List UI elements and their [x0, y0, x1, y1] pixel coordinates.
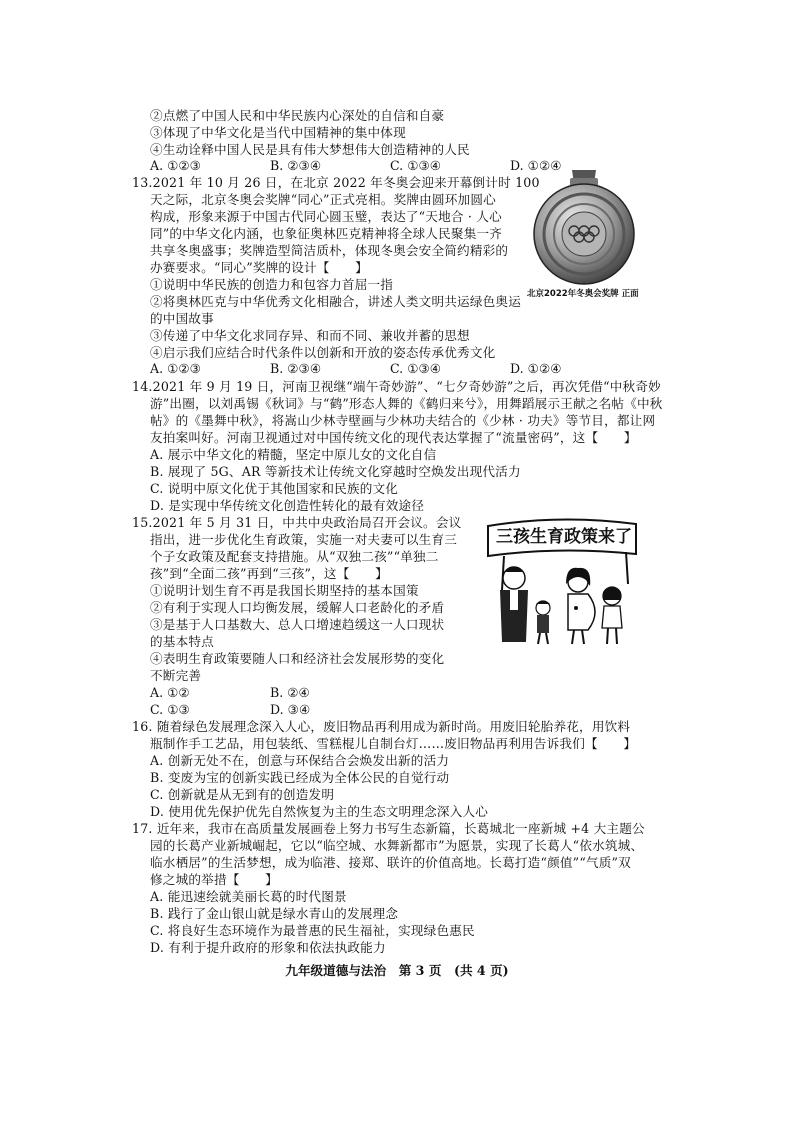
- q16-option-b: B. 变废为宝的创新实践已经成为全体公民的自觉行动: [150, 770, 450, 785]
- q17-line-3: 临水栖居”的生活梦想，成为临港、接郑、联许的价值高地。长葛打造“颜值”“气质”双: [150, 855, 631, 870]
- q15-line-2: 指出，进一步优化生育政策，实施一对夫妻可以生育三: [150, 532, 458, 547]
- q15-line-1: 15.2021 年 5 月 31 日，中共中央政治局召开会议。会议: [132, 515, 462, 530]
- q16-line-2: 瓶制作手工艺品，用包装纸、雪糕棍儿自制台灯……废旧物品再利用告诉我们【 】: [150, 736, 637, 751]
- page-footer: 九年级道德与法治 第 3 页 (共 4 页): [285, 963, 509, 978]
- q15-statement-4: ④表明生育政策要随人口和经济社会发展形势的变化: [150, 651, 445, 666]
- q13-line-6: 办赛要求。“同心”奖牌的设计【 】: [150, 260, 368, 275]
- cartoon-banner-text: 三孩生育政策来了: [496, 527, 632, 547]
- q12-option-c: C. ①③④: [390, 158, 442, 173]
- q12-option-d: D. ①②④: [510, 158, 562, 173]
- three-child-policy-cartoon: [480, 512, 642, 648]
- q14-option-d: D. 是实现中华传统文化创造性转化的最有效途径: [150, 498, 425, 513]
- q13-line-3: 构成，形象来源于中国古代同心圆玉璧，表达了“天地合 · 人心: [150, 209, 502, 224]
- q17-option-a: A. 能迅速绘就美丽长葛的时代图景: [150, 889, 347, 904]
- q12-statement-4: ④生动诠释中国人民是具有伟大梦想伟大创造精神的人民: [150, 142, 470, 157]
- q13-statement-2: ②将奥林匹克与中华优秀文化相融合，讲述人类文明共运绿色奥运: [150, 294, 522, 309]
- q13-line-5: 共享冬奥盛事；奖牌造型简洁质朴，体现冬奥会安全简约精彩的: [150, 243, 509, 258]
- q15-statement-2: ②有利于实现人口均衡发展，缓解人口老龄化的矛盾: [150, 600, 445, 615]
- q13-statement-1: ①说明中华民族的创造力和包容力首屈一指: [150, 277, 394, 292]
- q15-statement-1: ①说明计划生育不再是我国长期坚持的基本国策: [150, 583, 419, 598]
- q16-line-1: 16. 随着绿色发展理念深入人心，废旧物品再利用成为新时尚。用废旧轮胎养花，用饮料: [132, 719, 631, 734]
- q14-line-1: 14.2021 年 9 月 19 日，河南卫视继“端午奇妙游”、“七夕奇妙游”之后，再次凭借“中秋奇妙: [132, 379, 661, 394]
- q17-line-2: 园的长葛产业新城崛起，它以“临空城、水舞新都市”为愿景，实现了长葛人“依水筑城、: [150, 838, 644, 853]
- q15-statement-4-cont: 不断完善: [150, 668, 202, 683]
- q15-option-b: B. ②④: [270, 685, 310, 700]
- q15-statement-3: ③是基于人口基数大、总人口增速趋缓这一人口现状: [150, 617, 445, 632]
- q15-line-3: 个子女政策及配套支持措施。从“双独二孩”“单独二: [150, 549, 439, 564]
- q15-option-a: A. ①②: [150, 685, 190, 700]
- q13-line-4: 同”的中华文化内涵，也象征奥林匹克精神将全球人民聚集一齐: [150, 226, 503, 241]
- winter-olympics-medal-image: [528, 168, 640, 286]
- q14-option-a: A. 展示中华文化的精髓，坚定中原儿女的文化自信: [150, 447, 437, 462]
- q14-option-c: C. 说明中原文化优于其他国家和民族的文化: [150, 481, 399, 496]
- q13-option-b: B. ②③④: [270, 361, 322, 376]
- q16-option-a: A. 创新无处不在，创意与环保结合会焕发出新的活力: [150, 753, 450, 768]
- q17-option-d: D. 有利于提升政府的形象和依法执政能力: [150, 940, 386, 955]
- q14-line-4: 友拍案叫好。河南卫视通过对中国传统文化的现代表达掌握了“流量密码”，这【 】: [150, 430, 637, 445]
- q17-line-4: 修之城的举措【 】: [150, 872, 278, 887]
- q12-option-a: A. ①②③: [150, 158, 201, 173]
- q13-line-2: 天之际，北京冬奥会奖牌“同心”正式亮相。奖牌由圆环加圆心: [150, 192, 496, 207]
- q13-line-1: 13.2021 年 10 月 26 日，在北京 2022 年冬奥会迎来开幕倒计时 100: [132, 175, 540, 190]
- q14-line-3: 帖》的《墨舞中秋》，将嵩山少林寺壁画与少林功夫结合的《少林 · 功夫》等节目，都让网: [150, 413, 656, 428]
- q13-option-c: C. ①③④: [390, 361, 442, 376]
- q12-statement-3: ③体现了中华文化是当代中国精神的集中体现: [150, 125, 406, 140]
- q13-statement-2-cont: 的中国故事: [150, 311, 214, 326]
- medal-caption: 北京2022年冬奥会奖牌 正面: [527, 289, 639, 299]
- q13-option-a: A. ①②③: [150, 361, 201, 376]
- q17-option-b: B. 践行了金山银山就是绿水青山的发展理念: [150, 906, 399, 921]
- q12-option-b: B. ②③④: [270, 158, 322, 173]
- q12-statement-2: ②点燃了中国人民和中华民族内心深处的自信和自豪: [150, 108, 445, 123]
- q13-statement-3: ③传递了中华文化求同存异、和而不同、兼收并蓄的思想: [150, 328, 470, 343]
- q14-line-2: 游”出圈，以刘禹锡《秋词》与“鹤”形态人舞的《鹤归来兮》，用舞蹈展示王献之名帖《中秋: [150, 396, 663, 411]
- q16-option-c: C. 创新就是从无到有的创造发明: [150, 787, 335, 802]
- q15-option-d: D. ③④: [270, 702, 311, 717]
- q14-option-b: B. 展现了 5G、AR 等新技术让传统文化穿越时空焕发出现代活力: [150, 464, 521, 479]
- q15-option-c: C. ①③: [150, 702, 190, 717]
- q15-statement-3-cont: 的基本特点: [150, 634, 214, 649]
- q13-option-d: D. ①②④: [510, 361, 562, 376]
- q15-line-4: 孩”到“全面二孩”再到“三孩”，这【 】: [150, 566, 388, 581]
- q17-option-c: C. 将良好生态环境作为最普惠的民生福祉，实现绿色惠民: [150, 923, 475, 938]
- q16-option-d: D. 使用优先保护优先自然恢复为主的生态文明理念深入人心: [150, 804, 489, 819]
- q17-line-1: 17. 近年来，我市在高质量发展画卷上努力书写生态新篇，长葛城北一座新城 +4 大主题公: [132, 821, 645, 836]
- q13-statement-4: ④启示我们应结合时代条件以创新和开放的姿态传承优秀文化: [150, 345, 496, 360]
